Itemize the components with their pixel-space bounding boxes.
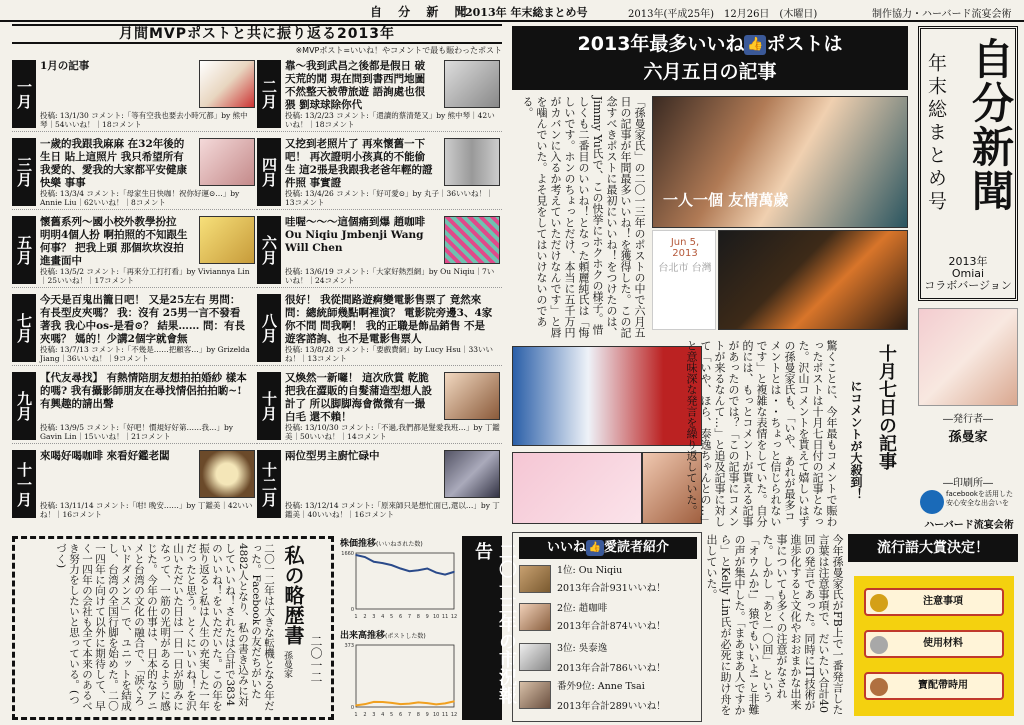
month-post-meta: 投稿: 13/7/13 コメント:「不幾是……把顧客…」by Grizelda Jiang｜36いいね！｜9コメント [40,345,250,363]
month-post-text: 來喝好喝咖啡 來看好鑑老闆 [40,450,170,462]
month-label: 二月 [257,60,281,128]
trend-word: 使用材料 [923,638,963,649]
month-label: 五月 [12,216,36,284]
trend-story-body: 今年孫曼家氏がFB上で一番発言した言葉は注意事項で、だいたい合計40回の発言であった。同時にIT技術が進歩化すると文化やおおまかな出来事についても多くの注意がなされた。しかし「あと一〇回」 という「オウムか!」 猿でもいいよ! と非難の声が集中した。「まあまあ人ですから」とKelly Lin氏が必死に助け舟を出していた。 [705,534,844,716]
month-post-image[interactable] [199,216,255,264]
month-label: 十二月 [257,450,281,518]
series-line [356,555,454,575]
x-tick-label: 8 [416,712,420,718]
month-post-text: 哇喔～～～這個痛到爆 趙咖啡 Ou Niqiu Jmbenji Wang Will Chen [285,216,426,254]
masthead-brand: Omiai [951,267,985,280]
x-tick-label: 1 [354,614,358,620]
trend-word-gold[interactable] [864,588,1004,616]
month-block-jun[interactable] [257,212,502,288]
x-tick-label: 10 [432,614,440,620]
reader-rank: 1位: Ou Niqiu [557,565,623,576]
month-block-mar[interactable] [12,134,257,210]
top-story-headline [512,26,908,90]
chart-plot-frame [356,645,454,707]
x-tick-label: 11 [441,712,449,718]
reader-rank: 3位: 吳泰逸 [557,643,608,654]
bronze-medal-icon [870,678,888,696]
photo-date: Jun 5, 2013 [670,237,700,259]
month-post-meta: 投稿: 13/2/23 コメント:「還讀的蔡清楚又」by 熊中琴｜42いいね！｜18コメント [285,111,495,129]
comment-story-body: 驚くことに、今年最もコメントで賑わったポストは十月七日付の記事となった。沢山コメントを貰えて嬉しいはずの孫曼家氏も、「いや、あれが最多コメントとは・・ちょっと信じられないです」と複雑な表情をしていた。自分的には、もっとコメントが貰える記事があったのでは？「この記事にコメントが来るなんて…」と追及記事に対して「いや、ほら、泰逸ちゃんとの…」と意味深な発言を繰り返していた。 [685,340,838,527]
month-post-image[interactable] [444,138,500,186]
month-post-text: 又挖到老照片了 再來懷舊一下吧！ 再次證明小孩真的不能偷生 這2張是我跟我老爸年輕的證件照 事實證 [285,138,433,189]
month-post-image[interactable] [444,60,500,108]
y-tick-label: 0 [350,607,354,613]
month-block-jul[interactable] [12,290,257,366]
chart2-title: 出来高推移 [340,631,386,641]
top-story-photo-secondary[interactable] [718,230,908,330]
trend-word-bronze[interactable] [864,672,1004,700]
month-post-image[interactable] [199,450,255,498]
month-label: 三月 [12,138,36,206]
trend-word: 注意事項 [923,596,963,607]
data-point [364,556,366,558]
data-point [426,702,428,704]
month-post-meta: 投稿: 13/4/26 コメント:「好可愛⊙」by 丸子｜36いいね！｜13コメント [285,189,494,207]
x-tick-label: 7 [407,614,412,620]
data-point [435,572,437,574]
x-tick-label: 5 [390,712,394,718]
data-point [444,703,446,705]
x-tick-label: 9 [425,712,429,718]
data-point [382,701,384,703]
month-block-oct[interactable] [257,368,502,444]
stock-chart [340,536,458,622]
month-label: 九月 [12,372,36,440]
month-post-image[interactable] [444,216,500,264]
month-label: 十月 [257,372,281,440]
volume-chart-svg [340,641,458,719]
printer-name: ハーバード流宴会術 [924,520,1014,531]
month-post-image[interactable] [444,372,500,420]
month-post-meta: 投稿: 13/1/30 コメント:「等有空我也要去小時冗都」by 熊中琴｜54いいね！｜18コメント [40,111,248,129]
resume-subtitle: 二〇一二 [309,635,323,683]
reader-total: 2013年合計874いいね！ [557,621,666,632]
volume-chart [340,628,458,720]
trend-word: 寶配帶時用 [918,680,968,691]
headline-part-2: ポストは [766,33,843,55]
gold-medal-icon [870,594,888,612]
masthead-footer [921,256,1015,292]
reader-total: 2013年合計931いいね！ [557,583,666,594]
month-post-text: 靠～我到武昌之後都是假日 破天荒的閒 現在問到書西門地圖 不然整天被帶旅遊 語詢處也很猥 劉球球除你代 [285,60,426,111]
month-label: 一月 [12,60,36,128]
reader-avatar[interactable] [519,565,551,593]
trend-words-title: 流行語大賞決定！ [848,534,1018,562]
x-tick-label: 7 [407,712,412,718]
month-label: 十一月 [12,450,36,518]
comment-headline-2: にコメントが大殺到！ [849,380,863,500]
issue-date: 2013年(平成25年) 12月26日 (木曜日) [628,9,818,20]
data-point [426,568,428,570]
market-report-title: 二〇一三年の市況報告 [472,542,517,704]
x-tick-label: 9 [425,614,429,620]
data-point [418,702,420,704]
data-point [373,561,375,563]
chart1-title: 株価推移 [340,539,377,549]
y-tick-label: 373 [344,643,354,649]
printer-label: ―印刷所― [943,478,993,489]
masthead-year: 2013年 [948,255,988,268]
month-post-text: 懷舊系列～國小校外教學扮拉 明明4個人扮 啊拍照的不知跟生何事？ 把我上頭 那個坎坎沒拍進畫面中 [40,216,188,267]
printer-note: facebookを活用した安心安全な出会いを [946,490,1013,507]
month-block-sep[interactable] [12,368,257,444]
reader-avatar[interactable] [519,603,551,631]
month-post-text: 又煥然一新囉！ 這次欣賞 乾脆把我在澀販的自髮蒲造型想人設計了 所以脚脚海會微微有一撮白毛 還不賴！ [285,372,432,423]
data-point [355,554,357,556]
x-tick-label: 3 [372,614,376,620]
photo-place: 台北市 台灣 [658,263,712,274]
masthead-title: 自分新聞 [966,37,1015,213]
month-block-aug[interactable] [257,290,502,366]
trend-words-panel [854,576,1014,716]
month-post-image[interactable] [444,450,500,498]
month-post-meta: 投稿: 13/12/14 コメント:「原來師只是想忙面已,還以…」by 丁鑑美｜40いいね！｜16コメント [285,501,500,519]
data-point [382,562,384,564]
month-post-meta: 投稿: 13/11/14 コメント:「咁! 晚安……」by 丁鑑美｜42いいね！｜16コメント [40,501,253,519]
resume-body: 二〇一二年は大きな転機となる年だった。Facebookの友だちがいた4882人となり、私の書き込みに対していいね！されたは合計で3834のいいね！をいただいた。この年を振り返ると私は人生の充実した一年だったと思う。とくにいいね！を沢山いただいた日は一日一日が励みになって、一筋の光明があるように感じた。今年の仕事は、日本的なアニメと台湾の文化の融合で、「涙ぐろいドダメンス」で、ユニットを結成し、台湾の全国行脚を始めた。二〇一四年に向けて以外に期待して、早く一四年の会社も全て本来のあるべき努力をしたいと思っている。(つづく) [55,543,275,711]
x-tick-label: 1 [354,712,358,718]
publisher-photo[interactable] [918,308,1018,406]
data-point [400,568,402,570]
market-report-title-box [462,536,517,720]
month-post-text: 今天是百鬼出籠日吧！ 又是25左右 男問：有長型皮夾嗎？ 我：沒有 25男一言不發看著我 我心中os-是看⊙？ 結果…… 問：有長夾嗎？ 媽的！少講2個字就會無 [40,294,246,345]
data-point [355,705,357,707]
readers-heading [519,537,697,559]
data-point [444,574,446,576]
month-block-feb[interactable] [257,56,502,132]
data-point [409,703,411,705]
headline-part-3: 六月五日の記事 [643,61,777,83]
data-point [453,571,455,573]
reader-total: 2013年合計786いいね！ [557,663,666,674]
resume-title: 私の略歴書 [281,545,305,645]
monthly-section-title: 月間MVPポストと共に振り返る2013年 [12,24,502,44]
data-point [400,703,402,705]
chart2-subtitle: (ポストした数) [385,633,426,640]
x-tick-label: 6 [398,712,403,718]
masthead-box [918,26,1018,301]
data-point [391,564,393,566]
month-post-image[interactable] [199,138,255,186]
x-tick-label: 6 [398,614,403,620]
month-post-image[interactable] [199,60,255,108]
y-tick-label: 0 [350,705,354,711]
x-tick-label: 4 [381,712,385,718]
photo-caption: 一人一個 友情萬歲 [663,191,789,209]
masthead-small: 自 分 新 聞 [370,5,473,19]
data-point [453,701,455,703]
month-label: 八月 [257,294,281,362]
series-line [356,701,454,705]
x-tick-label: 12 [450,614,458,620]
headline-part-1: 2013年最多いいね [577,33,745,55]
month-block-apr[interactable] [257,134,502,210]
photo-meta-panel [652,230,716,330]
masthead-collab: コラボバージョン [924,279,1012,292]
y-tick-label: 1660 [341,551,354,557]
readers-title: 愛読者紹介 [604,540,670,555]
data-point [364,703,366,705]
top-story-body: 「孫曼家氏」の二〇一三年のポストの中で六月五日の記事が年間最多いいね！を獲得した。この記念すべきポストに最初にいいね！をつけたのは、Jimmy Yu氏で、この快挙にホクホクの様子。惜しくも二番目のいいね！となった頼麗純氏は「悔しいです。ホンのちょっとだけ、本当に五千万円がカバンに入るか考えていただけなんです」と唇を噛んでいた。よそ見をしてはいけないのである。 [521,96,646,338]
monthly-section-note: ※MVPポスト=いいね！やコメントで最も賑わったポスト [295,46,502,55]
x-tick-label: 10 [432,712,440,718]
month-label: 六月 [257,216,281,284]
month-post-meta: 投稿: 13/3/4 コメント:「母家生日快咖！祝你好運⊙…」by Annie Liu｜62いいね！｜8コメント [40,189,240,207]
readers-prefix: いいね [546,540,586,555]
ad-poster-image[interactable] [512,452,642,524]
comment-headline-1: 十月七日の記事 [876,344,897,470]
data-point [435,704,437,706]
month-block-jan[interactable] [12,56,257,132]
x-tick-label: 5 [390,614,394,620]
chart1-subtitle: (いいねされた数) [376,541,423,548]
x-tick-label: 2 [363,614,367,620]
resume-author: 孫曼家 [282,651,292,678]
reader-avatar[interactable] [519,681,551,709]
data-point [391,702,393,704]
publisher-name: 孫曼家 [948,430,988,445]
data-point [373,701,375,703]
month-post-meta: 投稿: 13/10/30 コメント:「不過,我們都是髮愛我班…」by 丁鑑美｜50いいね！｜14コメント [285,423,500,441]
month-post-text: 1月の記事 [40,60,90,72]
x-tick-label: 2 [363,712,367,718]
month-post-text: 一歲的我跟我麻麻 在32年後的生日 貼上這照片 我只希望所有我愛的、愛我的大家都平安健康快樂 事事 [40,138,187,189]
trend-word-silver[interactable] [864,630,1004,658]
readers-box [512,532,702,722]
edition-label: 2013年 年末総まとめ号 [465,6,588,19]
month-post-meta: 投稿: 13/5/2 コメント:「再來分工打打看」by Viviannya Lin｜25いいね！｜17コメント [40,267,250,285]
trick-art-poster-image[interactable] [512,346,702,446]
masthead-subtitle: 年末総まとめ号 [925,53,947,214]
month-post-meta: 投稿: 13/9/5 コメント:「好吧！慣規好好第……我…」by Gavin Lin｜15いいね！｜21コメント [40,423,233,441]
month-post-text: 很好！ 我從間路遊痾變電影售票了 竟然來問：總統師幾點啊裡演？ 電影院旁邊3、4家你不問 問我啊！ 我的正職是飾品銷售 不是遊客諮詢、也不是電影售票人 [285,294,493,345]
chart-plot-frame [356,553,454,609]
reader-rank: 2位: 趙咖啡 [557,603,608,614]
thumbs-up-icon: 👍 [586,540,604,556]
thumbs-up-icon: 👍 [744,35,766,55]
data-point [409,570,411,572]
month-post-meta: 投稿: 13/8/28 コメント:「要戲費網」by Lucy Hsu｜33いいね！｜13コメント [285,345,494,363]
top-bar [0,0,1024,22]
month-post-meta: 投稿: 13/6/19 コメント:「大家好熱烈網」by Ou Niqiu｜7いいね！｜24コメント [285,267,495,285]
x-tick-label: 12 [450,712,458,718]
top-story-photo[interactable] [652,96,908,228]
data-point [418,569,420,571]
month-post-text: 兩位型男主廚忙碌中 [285,450,380,462]
reader-rank: 番外9位: Anne Tsai [557,681,645,692]
month-block-may[interactable] [12,212,257,288]
stock-chart-svg [340,549,458,621]
x-tick-label: 3 [372,712,376,718]
x-tick-label: 4 [381,614,385,620]
resume-box [12,536,334,720]
month-block-dec[interactable] [257,446,502,522]
reader-total: 2013年合計289いいね！ [557,701,666,712]
comment-story-headline [844,340,916,530]
silver-medal-icon [870,636,888,654]
x-tick-label: 8 [416,614,420,620]
publisher-label: ―発行者― [943,414,993,425]
x-tick-label: 11 [441,614,449,620]
month-label: 七月 [12,294,36,362]
trend-words-box [848,532,1018,722]
month-post-text: 【代友尋找】 有熱情陪朋友想拍拍婚紗 樣本的嗎? 我有攝影師朋友在尋找情侶拍拍喲~! 有興趣的請出聲 [40,372,247,410]
omiai-logo-icon [920,490,944,514]
month-label: 四月 [257,138,281,206]
month-block-nov[interactable] [12,446,257,522]
credit-line: 制作協力・ハーバード流宴会術 [872,9,1012,20]
reader-avatar[interactable] [519,643,551,671]
